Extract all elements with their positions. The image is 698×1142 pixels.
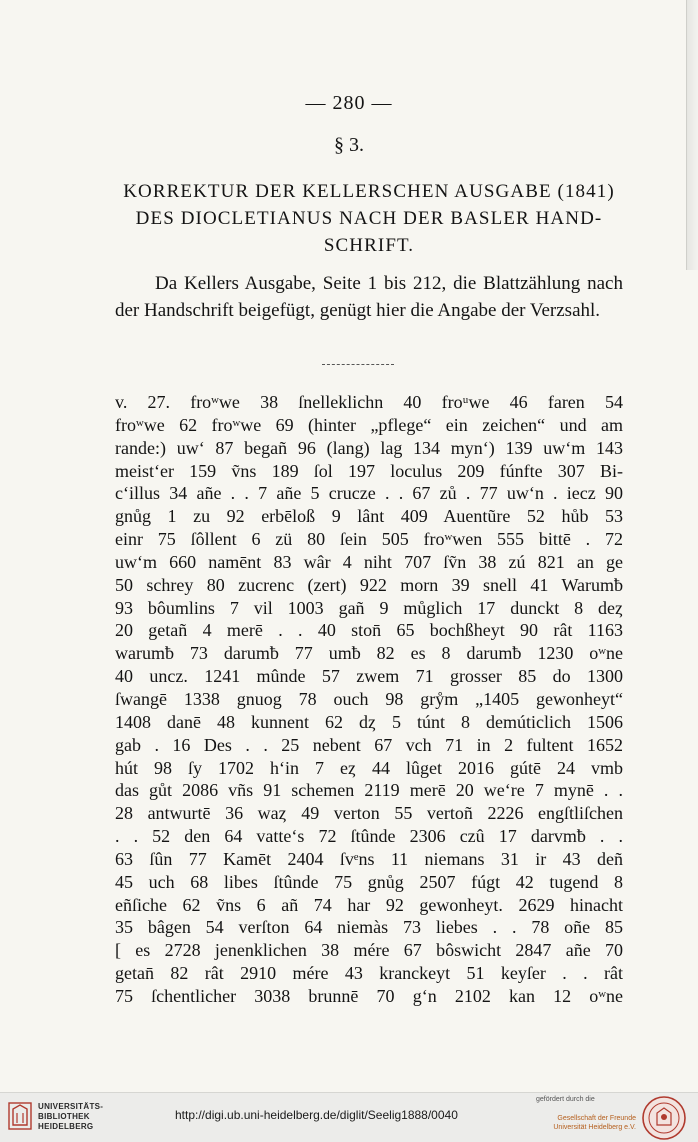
- text-line: froʷwe 62 froʷwe 69 (hinter „pflege“ ein zeichen“ und am: [115, 414, 623, 435]
- title-line: DES DIOCLETIANUS NACH DER BASLER HAND-: [135, 208, 603, 229]
- library-name-line: BIBLIOTHEK: [38, 1112, 90, 1121]
- text-line: [ es 2728 jenenklichen 38 mére 67 bôswicht 2847 añe 70: [115, 940, 623, 961]
- text-line: 1408 danē 48 kunnent 62 dȥ 5 túnt 8 demúticlich 1506: [115, 711, 623, 732]
- footer-bar: [0, 1092, 698, 1142]
- text-line: 93 bôumlins 7 vil 1003 gañ 9 můglich 17 dunckt 8 deȥ: [115, 597, 623, 618]
- chapter-title: [115, 178, 623, 259]
- text-line: 20 getañ 4 merē . . 40 ston̄ 65 bochßheyt 90 rât 1163: [115, 620, 623, 641]
- title-line: SCHRIFT.: [323, 235, 415, 256]
- text-line: rande:) uw‘ 87 begañ 96 (lang) lag 134 myn‘) 139 uw‘m 143: [115, 437, 623, 458]
- university-seal-icon: [641, 1095, 687, 1141]
- university-library-logo-icon: [8, 1101, 32, 1131]
- text-line: 75 ſchentlicher 3038 brunnē 70 g‘n 2102 kan 12 oʷne: [115, 985, 623, 1006]
- section-divider: [322, 364, 394, 365]
- library-name-line: HEIDELBERG: [38, 1122, 94, 1131]
- page-number: — 280 —: [305, 92, 393, 114]
- text-line: getan̄ 82 rât 2910 mére 43 kranckeyt 51 keyſer . . rât: [115, 963, 623, 984]
- friends-line: Universität Heidelberg e.V.: [553, 1124, 636, 1131]
- text-line: 28 antwurtē 36 waȥ 49 verton 55 vertoñ 2226 engſtliſchen: [115, 803, 623, 824]
- text-line: ſwangē 1338 gnuog 78 ouch 98 grẙm „1405 gewonheyt“: [115, 688, 623, 709]
- library-name-line: UNIVERSITÄTS-: [38, 1102, 104, 1111]
- text-line: 40 uncz. 1241 mûnde 57 zwem 71 grosser 85 do 1300: [115, 666, 623, 687]
- library-name: [38, 1102, 103, 1132]
- text-line: v. 27. froʷwe 38 ſnelleklichn 40 froᵘwe 46 faren 54: [115, 392, 623, 412]
- text-line: c‘illus 34 añe . . 7 añe 5 crucze . . 67 zů . 77 uw‘n . iecz 90: [115, 483, 623, 504]
- text-line: 63 ſûn 77 Kamēt 2404 ſvᵉns 11 niemans 31 ir 43 deñ: [115, 848, 623, 869]
- text-line: eñſiche 62 ṽns 6 añ 74 har 92 gewonheyt. 2629 hinacht: [115, 894, 623, 915]
- text-line: . . 52 den 64 vatte‘s 72 ſtûnde 2306 czû 17 darvmƀ . .: [115, 826, 623, 847]
- permalink-url[interactable]: http://digi.ub.uni-heidelberg.de/diglit/Seelig1888/0040: [175, 1108, 458, 1122]
- corrections-list: [115, 391, 623, 1008]
- friends-society-name: [536, 1114, 636, 1132]
- funded-by-label: gefördert durch die: [536, 1096, 595, 1103]
- text-line: meist‘er 159 ṽns 189 ſol 197 loculus 209 fúnfte 307 Bi-: [115, 460, 623, 481]
- text-line: das gůt 2086 vñs 91 schemen 2119 merē 20 we‘re 7 mynē . .: [115, 780, 623, 801]
- text-line: hút 98 ſy 1702 h‘in 7 eȥ 44 lûget 2016 gútē 24 vmb: [115, 757, 623, 778]
- text-line: 50 schrey 80 zucrenc (zert) 922 morn 39 snell 41 Warumƀ: [115, 574, 623, 595]
- text-line: 35 bâgen 54 verſton 64 niemàs 73 liebes . . 78 oñe 85: [115, 917, 623, 938]
- text-line: gnůg 1 zu 92 erbēloß 9 lânt 409 Auentũre 52 hůb 53: [115, 506, 623, 527]
- title-line: KORREKTUR DER KELLERSCHEN AUSGABE (1841): [123, 181, 615, 202]
- text-line: warumƀ 73 darumƀ 77 umƀ 82 es 8 darumƀ 1230 oʷne: [115, 643, 623, 664]
- text-line: einr 75 ſôllent 6 zü 80 ſein 505 froʷwen 555 bittē . 72: [115, 529, 623, 550]
- text-line: uw‘m 660 namēnt 83 wâr 4 niht 707 ſṽn 38 zú 821 an ge: [115, 551, 623, 572]
- friends-line: Gesellschaft der Freunde: [557, 1115, 636, 1122]
- text-line: gab . 16 Des . . 25 nebent 67 vch 71 in 2 fultent 1652: [115, 734, 623, 755]
- intro-paragraph: Da Kellers Ausgabe, Seite 1 bis 212, die Blattzählung nach der Handschrift beigefügt, genügt hier die Angabe der Verzsahl.: [115, 273, 623, 321]
- section-heading: § 3.: [334, 134, 364, 156]
- text-line: 45 uch 68 libes ſtûnde 75 gnůg 2507 fúgt 42 tugend 8: [115, 871, 623, 892]
